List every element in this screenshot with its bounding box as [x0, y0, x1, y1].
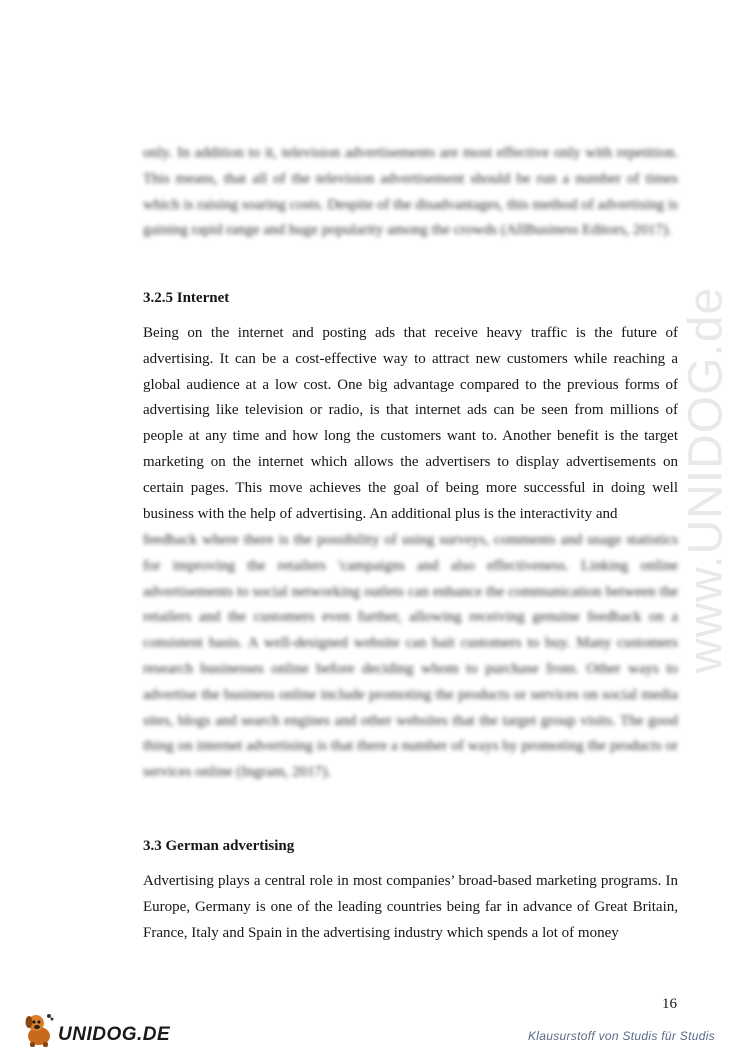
logo-text: UNIDOG.DE	[58, 1024, 171, 1045]
paragraph-internet: Being on the internet and posting ads that receive heavy traffic is the future of advertising. It can be a cost-effective way to attract new customers while reaching a global audience at a low cost. One big advantage compared to the previous forms of advertising like television or radio, is that internet ads can be seen from millions of people at any time and how long the customers want to. Another benefit is the target marketing on the internet which allows the advertisers to display advertisements on certain pages. This move achieves the goal of being more successful in doing well business with the help of advertising. An additional plus is the interactivity and	[143, 325, 678, 522]
blurred-paragraph-internet: feedback where there is the possibility of using surveys, comments and usage statistics for improving the retailers 'campaigns and also effectiveness. Linking online advertisements to social networking outlets can enhance the communication between the retailers and the customers even further, allowing receiving genuine feedback on a consistent basis. A well-designed website can bait customers to buy. Many customers research businesses online before deciding whom to purchase from. Other ways to advertise the business online include promoting the products or services on social media sites, blogs and search engines and other websites that the target group visits. The good thing on internet advertising is that there a number of ways by promoting the products or services online (Ingram, 2017).	[143, 532, 678, 781]
blurred-paragraph-top: only. In addition to it, television advertisements are most effective only with repetition. This means, that all of the television advertisement should be run a number of times which is raising soaring costs. Despite of the disadvantages, this method of advertising is gaining rapid range and huge popularity among the crowds (AllBusiness Editors, 2017).	[143, 145, 678, 239]
paragraph-german-advertising: Advertising plays a central role in most companies’ broad-based marketing programs. In Europe, Germany is one of the leading countries being far in advance of Great Britain, France, Italy and Spain in the advertising industry which spends a lot of money	[143, 873, 678, 941]
page-number: 16	[662, 996, 677, 1012]
section-heading-german-advertising: 3.3 German advertising	[143, 838, 295, 854]
unidog-logo[interactable]	[22, 1008, 170, 1048]
watermark: www.UNIDOG.de	[679, 286, 733, 674]
dog-icon	[22, 1008, 56, 1048]
section-heading-internet: 3.2.5 Internet	[143, 290, 230, 306]
footer-tagline: Klausurstoff von Studis für Studis	[528, 1029, 715, 1043]
